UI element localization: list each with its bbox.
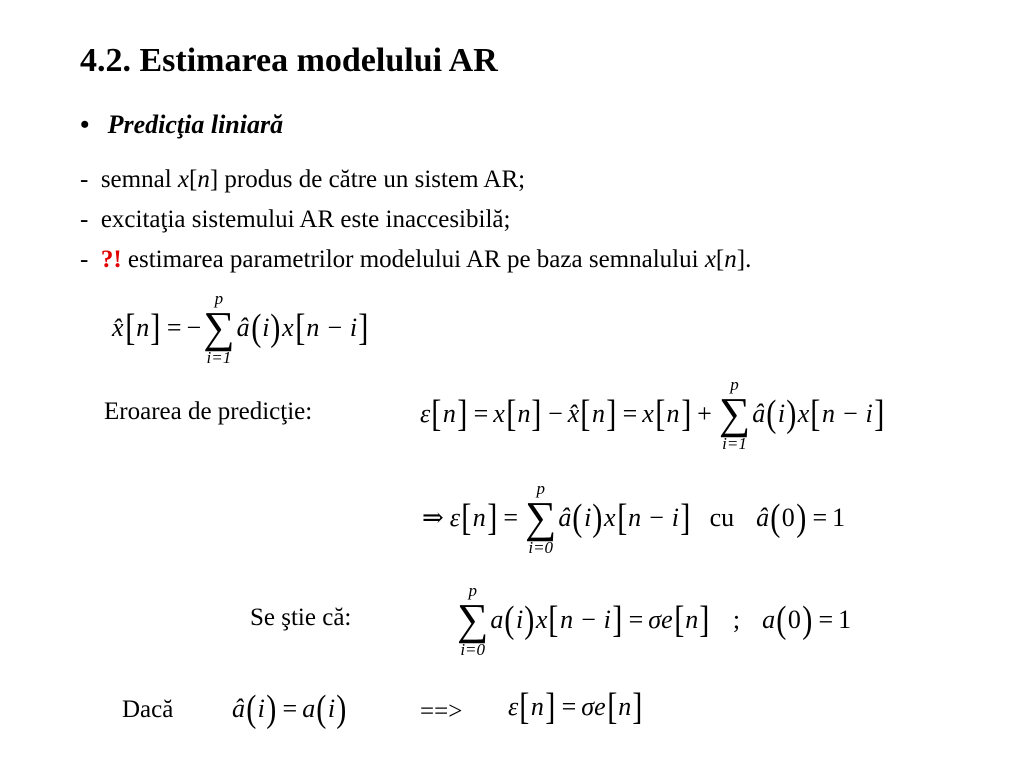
known-label: Se ştie că: <box>250 604 352 631</box>
bullet-heading <box>80 110 283 140</box>
sum-symbol: p ∑ i=0 <box>457 581 489 659</box>
list-item: - semnal x[n] produs de către un sistem AR; <box>80 166 526 193</box>
sum-symbol: p ∑ i=1 <box>203 289 235 367</box>
error-label: Eroarea de predicţie: <box>104 398 313 425</box>
assumption-equation: â ( i ) = a ( i ) <box>232 688 347 730</box>
error-equation: ε [ n ] = x [ n ] − x̂ [ n ] = x [ n ] + p ∑ i=1 â ( i ) x [ n − i ] <box>420 375 885 453</box>
sum-symbol: p ∑ i=1 <box>718 375 751 453</box>
implies-equation: ⇒ ε [ n ] = p ∑ i=0 â ( i ) x [ n − i ] cu â ( 0 ) = 1 <box>422 479 846 557</box>
page-title: 4.2. Estimarea modelului AR <box>80 42 498 79</box>
known-equation: p ∑ i=0 a ( i ) x [ n − i ] = σ e [ n ] ; a ( 0 ) = 1 <box>457 581 852 659</box>
arrow-label: ==> <box>420 698 463 725</box>
bullet-text: Predicţia liniară <box>107 110 284 139</box>
sum-symbol: p ∑ i=0 <box>525 479 557 557</box>
result-equation: ε [ n ] = σ e [ n ] <box>508 686 643 728</box>
prediction-equation: x̂ [ n ] = − p ∑ i=1 â ( i ) x [ n − i ] <box>112 289 369 367</box>
list-item: - excitaţia sistemului AR este inaccesibilă; <box>80 206 511 233</box>
list-item: - ?! estimarea parametrilor modelului AR pe baza semnalului x[n]. <box>80 246 752 273</box>
bullet-symbol: • <box>80 110 90 139</box>
if-label: Dacă <box>122 696 174 723</box>
attention-mark: ?! <box>100 246 122 273</box>
